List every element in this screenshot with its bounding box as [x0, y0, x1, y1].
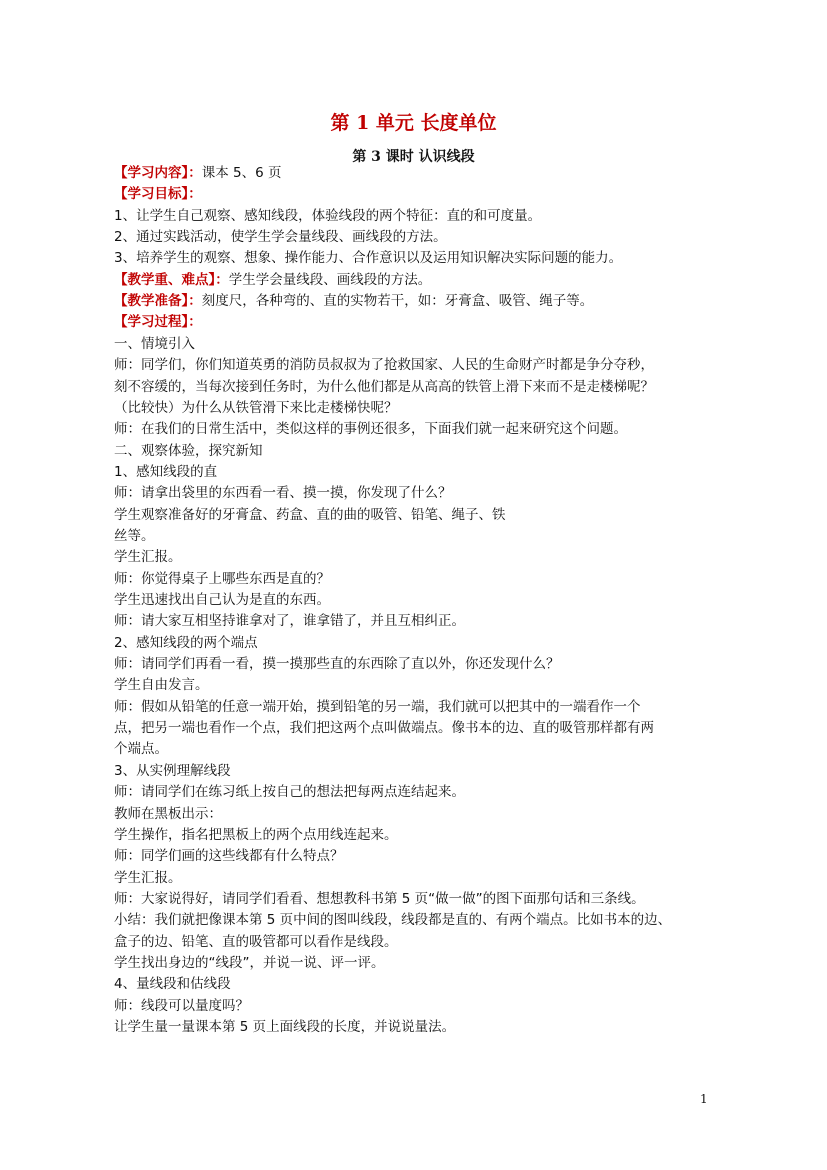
body-line [114, 184, 202, 204]
body-line [114, 206, 541, 226]
body-line [114, 846, 344, 866]
line-text: 让学生量一量课本第 5 页上面线段的长度，并说说量法。 [114, 1019, 456, 1035]
body-line [114, 611, 465, 631]
body-line [114, 505, 506, 525]
line-text: 师：你觉得桌子上哪些东西是直的？ [114, 570, 330, 587]
line-text: 1、感知线段的直 [114, 463, 218, 480]
body-line [114, 334, 195, 354]
body-line [114, 889, 645, 909]
lesson-unit-title: 第 1 单元 长度单位 [330, 112, 497, 134]
body-line [114, 782, 465, 802]
line-text: 丝等。 [114, 527, 155, 544]
body-line [114, 462, 217, 482]
line-text: 师：在我们的日常生活中，类似这样的事例还很多，下面我们就一起来研究这个问题。 [114, 421, 627, 438]
body-line [114, 163, 282, 183]
body-line [114, 483, 452, 503]
body-line [114, 569, 330, 589]
body-line [114, 996, 249, 1016]
section-label: 【教学重、难点】： [114, 271, 229, 288]
line-text: 刻不容缓的，当每次接到任务时，为什么他们都是从高高的铁管上滑下来而不是走楼梯呢？ [114, 378, 654, 395]
body-line [114, 291, 593, 311]
line-text: 师：请拿出袋里的东西看一看、摸一摸，你发现了什么？ [114, 485, 452, 502]
body-line [114, 419, 627, 439]
line-text: 个端点。 [114, 741, 168, 758]
line-text: 师：大家说得好，请同学们看看、想想教科书第 5 页“做一做”的图下面那句话和三条线。 [114, 890, 645, 907]
line-text: 小结：我们就把像课本第 5 页中间的图叫线段，线段都是直的、有两个端点。比如书本的边、 [114, 912, 672, 929]
section-label: 【学习内容】： [114, 165, 202, 181]
body-line [114, 1017, 455, 1037]
body-line [114, 312, 202, 332]
body-line [114, 270, 431, 290]
body-line [114, 248, 622, 268]
line-text: 学生自由发言。 [114, 677, 209, 694]
body-line [114, 377, 654, 397]
body-line [114, 974, 231, 994]
line-text: 师：同学们画的这些线都有什么特点？ [114, 848, 344, 865]
body-line [114, 953, 385, 973]
line-text: 学生汇报。 [114, 869, 182, 886]
line-text: 学生观察准备好的牙膏盒、药盒、直的曲的吸管、铅笔、绳子、铁 [114, 506, 506, 523]
section-label: 【学习目标】： [114, 186, 202, 203]
body-line [114, 547, 182, 567]
body-line [114, 761, 231, 781]
line-text: 点，把另一端也看作一个点，我们把这两个点叫做端点。像书本的边、直的吸管那样都有两 [114, 720, 654, 737]
line-text: 学生迅速找出自己认为是直的东西。 [114, 592, 330, 608]
page-number: 1 [700, 1092, 708, 1106]
body-line [114, 739, 168, 759]
body-line [114, 441, 263, 461]
body-line [114, 227, 447, 247]
body-line [114, 804, 222, 824]
section-label: 【学习过程】： [114, 314, 202, 331]
line-text: 3、从实例理解线段 [114, 762, 231, 779]
body-line [114, 633, 258, 653]
line-text: 4、量线段和估线段 [114, 976, 231, 993]
body-line [114, 355, 654, 375]
lesson-subtitle: 第 3 课时 认识线段 [352, 149, 475, 165]
line-text: 师：请同学们在练习纸上按自己的想法把每两点连结起来。 [114, 784, 465, 801]
line-text: （比较快）为什么从铁管滑下来比走楼梯快呢？ [114, 399, 398, 416]
body-line [114, 825, 398, 845]
line-text: 一、情境引入 [114, 335, 195, 352]
body-line [114, 654, 560, 674]
line-text: 学生操作，指名把黑板上的两个点用线连起来。 [114, 826, 398, 843]
body-line [114, 868, 182, 888]
line-text: 2、感知线段的两个端点 [114, 634, 258, 651]
line-text: 学生找出身边的“线段”，并说一说、评一评。 [114, 954, 385, 971]
body-line [114, 718, 654, 738]
body-line [114, 526, 155, 546]
line-text: 学生学会量线段、画线段的方法。 [228, 271, 432, 288]
line-text: 1、让学生自己观察、感知线段，体验线段的两个特征：直的和可度量。 [114, 207, 542, 224]
line-text: 师：线段可以量度吗？ [114, 997, 249, 1014]
line-text: 师：请同学们再看一看，摸一摸那些直的东西除了直以外，你还发现什么？ [114, 656, 560, 673]
line-text: 学生汇报。 [114, 549, 182, 566]
line-text: 师：同学们，你们知道英勇的消防员叔叔为了抢救国家、人民的生命财产时都是争分夺秒， [114, 357, 654, 374]
body-line [114, 910, 671, 930]
body-line [114, 697, 641, 717]
section-label: 【教学准备】： [114, 293, 202, 310]
body-line [114, 675, 209, 695]
line-text: 3、培养学生的观察、想象、操作能力、合作意识以及运用知识解决实际问题的能力。 [114, 250, 623, 267]
body-line [114, 398, 398, 418]
line-text: 课本 5、6 页 [201, 165, 282, 181]
line-text: 师：请大家互相坚持谁拿对了，谁拿错了，并且互相纠正。 [114, 613, 465, 630]
body-line [114, 932, 398, 952]
line-text: 二、观察体验，探究新知 [114, 442, 263, 459]
line-text: 刻度尺，各种弯的、直的实物若干，如：牙膏盒、吸管、绳子等。 [201, 293, 594, 310]
line-text: 师：假如从铅笔的任意一端开始，摸到铅笔的另一端，我们就可以把其中的一端看作一个 [114, 698, 641, 715]
line-text: 盒子的边、铅笔、直的吸管都可以看作是线段。 [114, 933, 398, 950]
line-text: 教师在黑板出示： [114, 805, 222, 822]
body-line [114, 590, 330, 610]
line-text: 2、通过实践活动，使学生学会量线段、画线段的方法。 [114, 229, 447, 246]
